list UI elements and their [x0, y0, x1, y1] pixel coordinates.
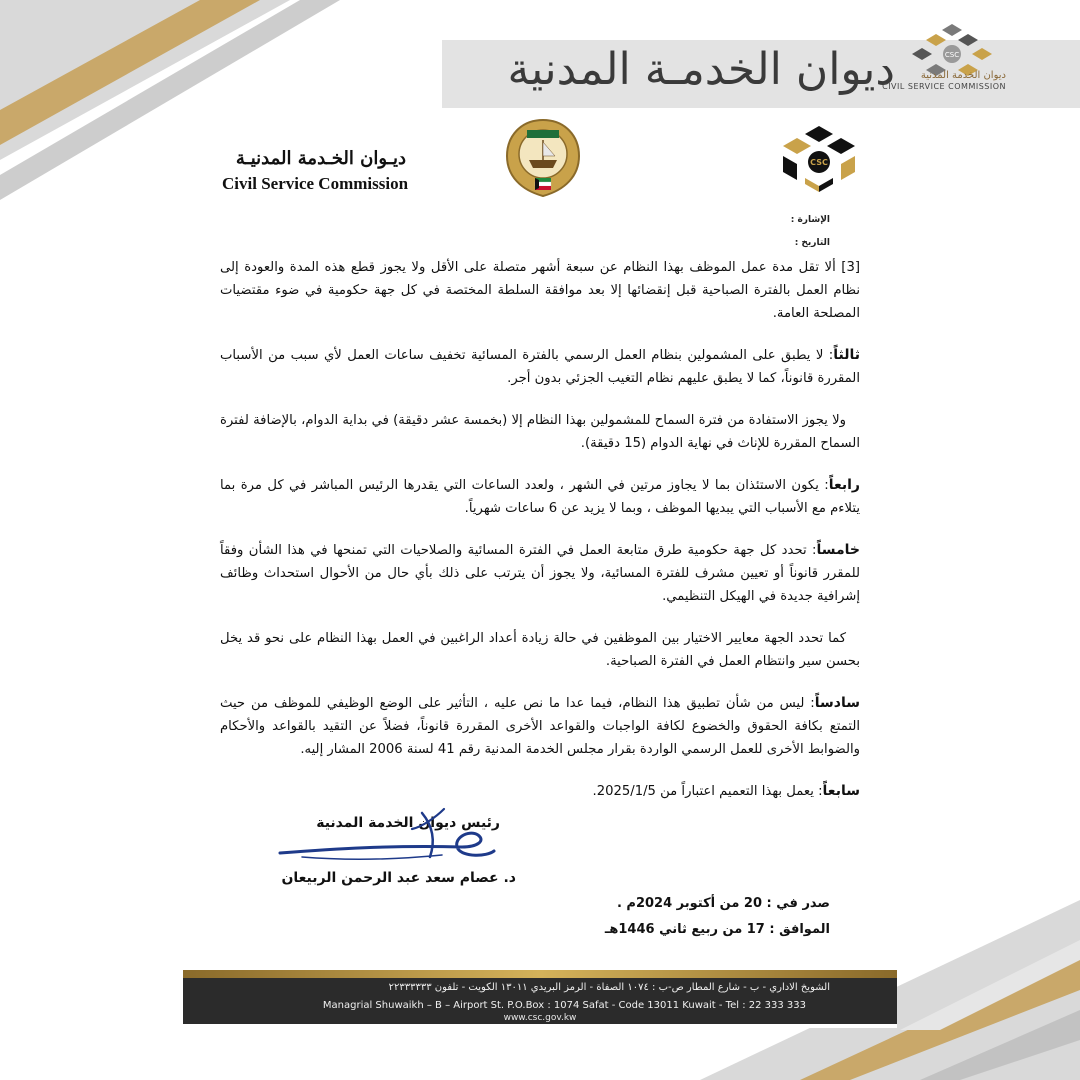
- clause-third-text: : لا يطبق على المشمولين بنظام العمل الرسمي بالفترة المسائية تخفيف ساعات العمل لأي سبب من الأسباب المقررة قانوناً، كما لا يطبق عليهم نظام التغيب الجزئي بدون أجر.: [220, 348, 860, 386]
- footer-website-link[interactable]: www.csc.gov.kw: [503, 1013, 577, 1023]
- clause-fifth-paragraph-2: كما تحدد الجهة معايير الاختيار بين الموظفين في حالة زيادة أعداد الراغبين في العمل بهذا النظام على نحو قد يخل بحسن سير وانتظام العمل في الفترة الصباحية.: [220, 631, 860, 669]
- banner-subtitle-en: CIVIL SERVICE COMMISSION: [882, 82, 1006, 91]
- banner-subtitle-ar: ديوان الخدمة المدنية: [920, 70, 1006, 81]
- clause-fifth-text: : تحدد كل جهة حكومية طرق متابعة العمل في الفترة المسائية والصلاحيات التي تمنحها في هذا الشأن وفقاً للمقرر قانوناً أو تعيين مشرف للفترة المسائية، ولا يجوز أن يترتب على ذلك بأي حال من الأحوال استحداث وظائف إشرافية جديدة في الهيكل التنظيمي.: [220, 543, 860, 604]
- footer-address-ar: الشويخ الاداري - ب - شارع المطار ص-ب : ١٠٧٤ الصفاة - الرمز البريدي ١٣٠١١ الكويت - تلفون ٢٢٣٣٣٣٣٣: [388, 982, 830, 993]
- clause-3: [3] ألا تقل مدة عمل الموظف بهذا النظام عن سبعة أشهر متصلة على الأقل ولا يجوز قطع هذه المدة والعودة إلى نظام العمل بالفترة الصباحية قبل إنقضائها إلا بعد موافقة السلطة المختصة في كل جهة حكومية في ضوء مقتضيات المصلحة العامة.: [220, 260, 860, 321]
- clause-third-label: ثالثاً: [833, 347, 860, 363]
- reference-label: الإشارة :: [790, 215, 830, 225]
- clause-fifth-label: خامساً: [816, 542, 860, 558]
- issuance-date: صدر في : 20 من أكتوبر 2024م .: [616, 896, 830, 911]
- clause-third-paragraph-2: ولا يجوز الاستفادة من فترة السماح للمشمولين بهذا النظام إلا (بخمسة عشر دقيقة) في بداية الدوام، بالإضافة لفترة السماح المقررة للإناث في نهاية الدوام (15 دقيقة).: [220, 413, 860, 451]
- clause-sixth-text: : ليس من شأن تطبيق هذا النظام، فيما عدا ما نص عليه ، التأثير على الوضع الوظيفي للموظف من حيث التمتع بكافة الحقوق والخضوع لكافة الواجبات والقواعد الأخرى المقررة قانوناً، فضلاً عن التقيد بالقواعد والأحكام والضوابط الأخرى للعمل الرسمي الواردة بقرار مجلس الخدمة المدنية رقم 41 لسنة 2006 المشار إليه.: [220, 696, 860, 757]
- banner-title: ديوان الخدمـة المدنية: [507, 44, 895, 95]
- clause-sixth-label: سادساً: [814, 695, 860, 711]
- footer-address-en: Managrial Shuwaikh – B – Airport St. P.O.Box : 1074 Safat - Code 13011 Kuwait - Tel : 22 333 333: [322, 1000, 806, 1011]
- date-label: التاريخ :: [794, 238, 830, 248]
- signatory-title: رئيس ديوان الخدمة المدنية: [316, 815, 500, 831]
- kuwait-emblem-icon: [503, 116, 583, 202]
- clause-fourth-text: : يكون الاستئذان بما لا يجاوز مرتين في الشهر ، ولعدد الساعات التي يقدرها الرئيس المباشر في كل مرة بما يتلاءم مع الأسباب التي يبديها الموظف ، وبما لا يزيد عن 6 ساعات شهرياً.: [220, 478, 860, 516]
- svg-text:CSC: CSC: [810, 158, 828, 167]
- clause-fourth: [220, 474, 860, 520]
- svg-text:CSC: CSC: [944, 51, 960, 59]
- csc-letterhead-logo-icon: [775, 124, 863, 194]
- clause-seventh-text: : يعمل بهذا التعميم اعتباراً من 2025/1/5.: [592, 784, 823, 799]
- clause-seventh: [220, 780, 860, 803]
- signatory-name: د. عصام سعد عبد الرحمن الربيعان: [281, 870, 516, 886]
- clause-third: [220, 344, 860, 390]
- hijri-date: الموافق : 17 من ربيع ثاني 1446هـ: [604, 922, 830, 937]
- letterhead-name-ar: ديـوان الخـدمة المدنيـة: [235, 148, 406, 169]
- handwritten-signature: [272, 805, 502, 870]
- clause-fourth-label: رابعاً: [828, 477, 860, 493]
- footer-gold-band: [183, 970, 897, 978]
- letterhead-name-en: Civil Service Commission: [222, 174, 409, 193]
- clause-fifth: [220, 539, 860, 608]
- clause-sixth: [220, 692, 860, 761]
- clause-seventh-label: سابعاً: [822, 783, 860, 799]
- document-body: [220, 256, 860, 822]
